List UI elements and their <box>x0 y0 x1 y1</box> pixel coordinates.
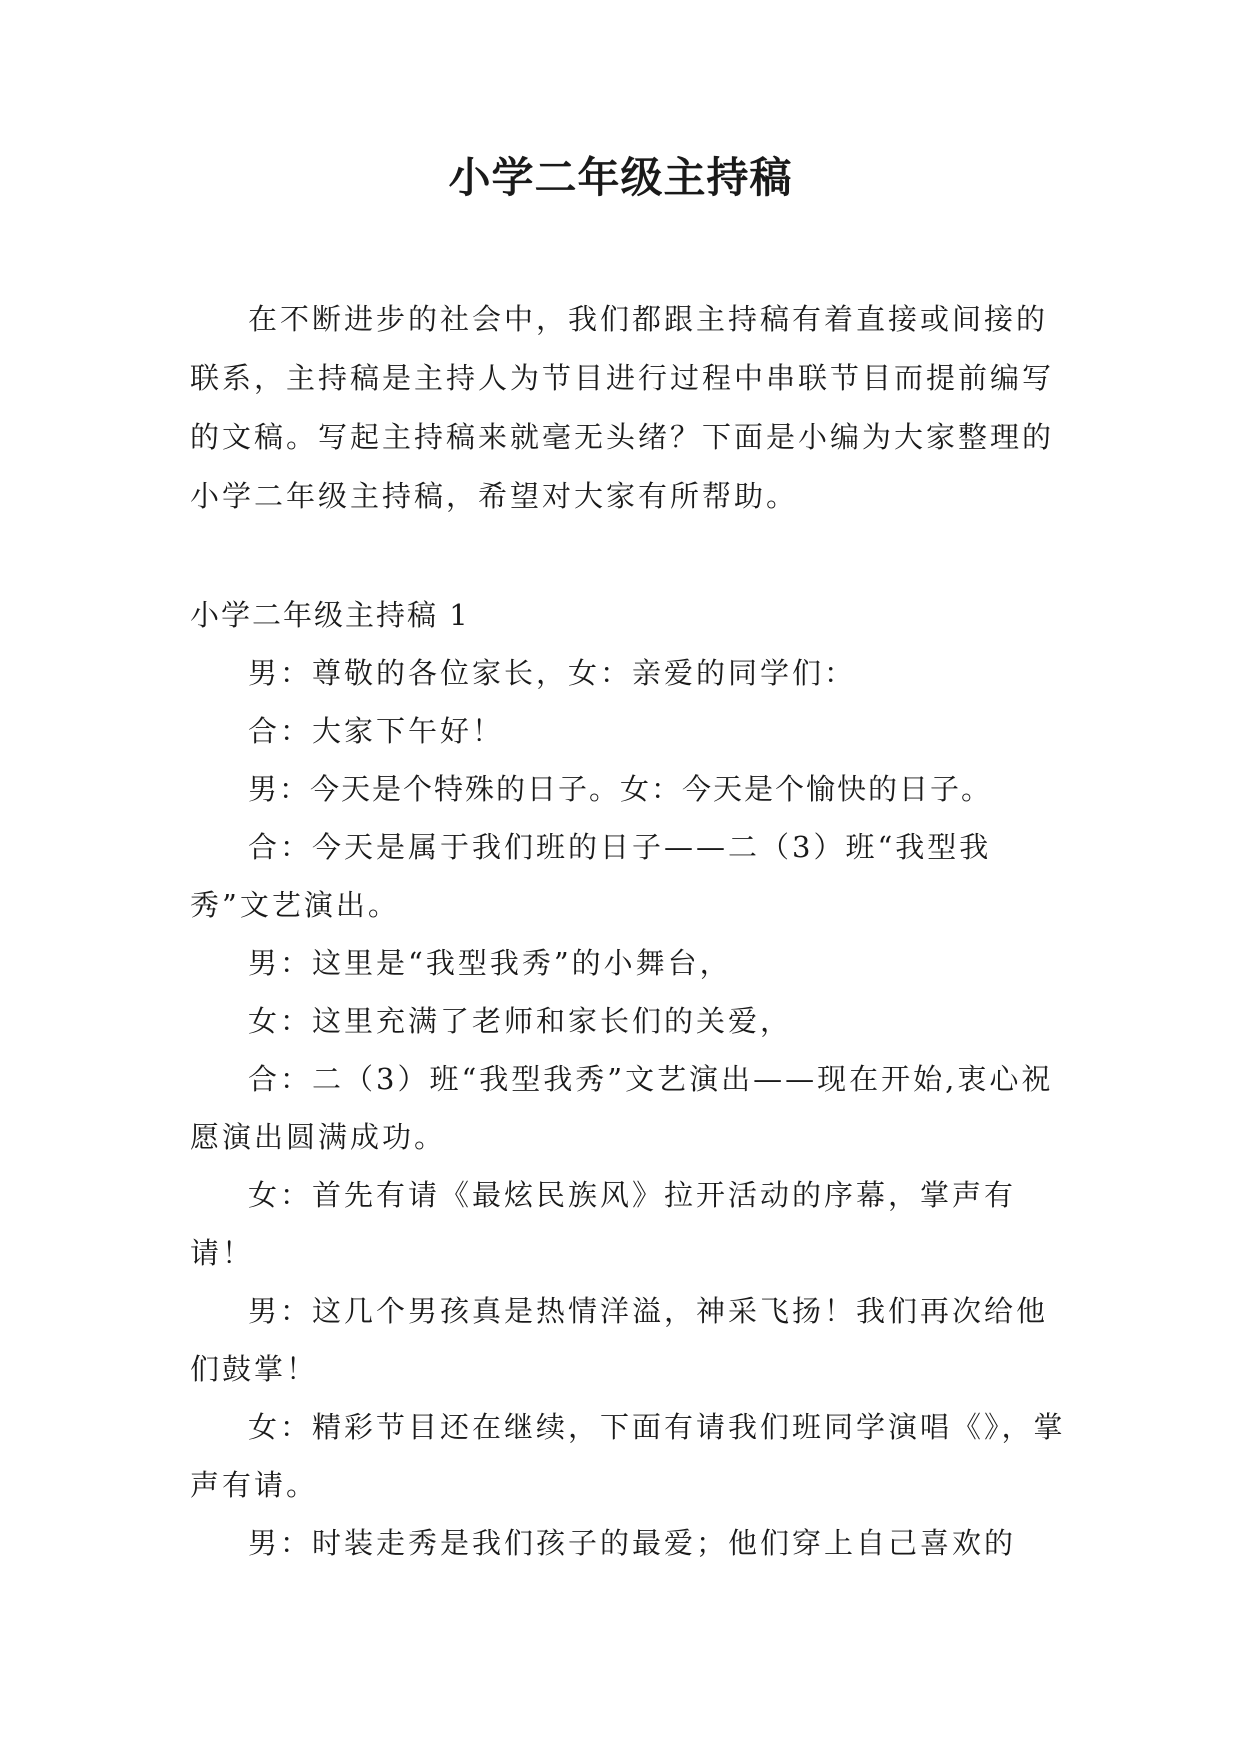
script-line: 男：时装走秀是我们孩子的最爱；他们穿上自己喜欢的 <box>248 1526 1017 1560</box>
section-heading: 小学二年级主持稿 1 <box>190 598 470 632</box>
document-title: 小学二年级主持稿 <box>448 153 793 202</box>
script-line: 女：精彩节目还在继续，下面有请我们班同学演唱《》，掌声有请。 <box>190 1410 1066 1502</box>
script-line: 女：这里充满了老师和家长们的关爱， <box>248 1004 793 1038</box>
intro-paragraph: 在不断进步的社会中，我们都跟主持稿有着直接或间接的联系，主持稿是主持人为节目进行过程中串联节目而提前编写的文稿。写起主持稿来就毫无头绪？下面是小编为大家整理的小学二年级主持稿，希望对大家有所帮助。 <box>190 302 1055 513</box>
script-line: 男：这里是“我型我秀”的小舞台， <box>248 946 732 980</box>
script-line: 合：大家下午好！ <box>248 714 505 748</box>
document-body <box>190 290 1070 1572</box>
script-line: 合：二（3）班“我型我秀”文艺演出——现在开始,衷心祝愿演出圆满成功。 <box>190 1062 1054 1154</box>
script-line: 合：今天是属于我们班的日子——二（3）班“我型我秀”文艺演出。 <box>190 830 992 922</box>
script-line: 男：今天是个特殊的日子。女：今天是个愉快的日子。 <box>248 772 993 806</box>
script-line: 男：这几个男孩真是热情洋溢，神采飞扬！我们再次给他们鼓掌！ <box>190 1294 1049 1386</box>
script-line: 女：首先有请《最炫民族风》拉开活动的序幕，掌声有请！ <box>190 1178 1017 1270</box>
script-line: 男：尊敬的各位家长，女：亲爱的同学们： <box>248 656 857 690</box>
